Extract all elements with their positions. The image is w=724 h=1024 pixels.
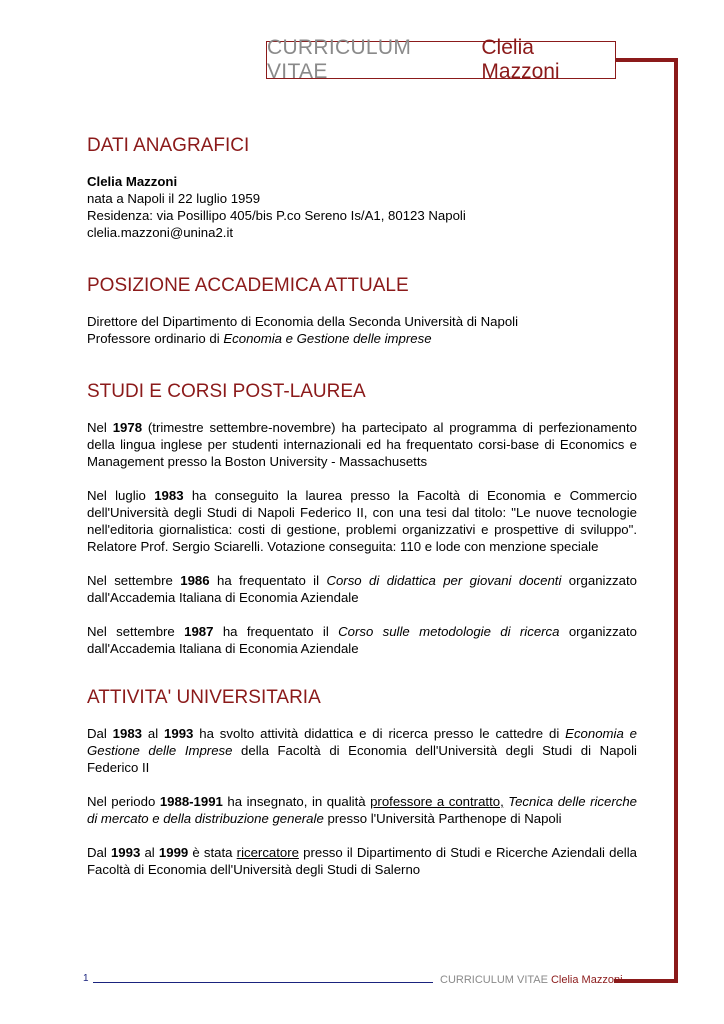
section-title: ATTIVITA' UNIVERSITARIA [87,687,321,708]
person-name: Clelia Mazzoni [87,174,178,189]
header-name: Clelia Mazzoni [481,36,560,83]
birth-info: nata a Napoli il 22 luglio 1959 [87,191,261,206]
attivita-paragraph-2: Nel periodo 1988-1991 ha insegnato, in qualità professore a contratto, Tecnica delle ricerche di mercato e della distribuzione generale presso l'Università Parthenope di Napoli [87,794,637,826]
studi-paragraph-1: Nel 1978 (trimestre settembre-novembre) ha partecipato al programma di perfezionamento della lingua inglese per studenti internazionali ed ha frequentato corsi-base di Economics e Management presso la Boston University - Massachusetts [87,420,637,469]
studi-paragraph-4: Nel settembre 1987 ha frequentato il Corso sulle metodologie di ricerca organizzato dall'Accademia Italiana di Economia Aziendale [87,624,637,656]
section-title: STUDI E CORSI POST-LAUREA [87,381,366,402]
footer-cv-label: CURRICULUM VITAE [440,974,548,986]
footer-rule [93,982,433,983]
attivita-paragraph-1: Dal 1983 al 1993 ha svolto attività didattica e di ricerca presso le cattedre di Economia e Gestione delle Imprese della Facoltà di Economia dell'Università degli Studi di Napoli Federico II [87,726,638,775]
studi-paragraph-2: Nel luglio 1983 ha conseguito la laurea presso la Facoltà di Economia e Commercio dell'Università degli Studi di Napoli Federico II, con una tesi dal titolo: "Le nuove tecnologie nell'editoria giornalistica: costi di gestione, problemi organizzativi e prospettive di sviluppo". Relatore Prof. Sergio Sciarelli. Votazione conseguita: 110 e lode con menzione speciale [87,488,637,554]
page-number: 1 [83,973,89,984]
header-cv-label: CURRICULUM VITAE [267,36,412,83]
section-posizione [87,273,637,347]
decorative-rule-top [615,58,678,62]
email-link[interactable]: clelia.mazzoni@unina2.it [87,225,234,240]
document-body [87,133,637,902]
decorative-rule-right [674,58,678,983]
position-line-1: Direttore del Dipartimento di Economia della Seconda Università di Napoli [87,314,519,329]
header-banner [266,36,616,83]
section-title: POSIZIONE ACCADEMICA ATTUALE [87,275,409,296]
position-line-2: Professore ordinario di Economia e Gestione delle imprese [87,331,432,346]
decorative-rule-bottom [614,979,678,983]
attivita-paragraph-3: Dal 1993 al 1999 è stata ricercatore presso il Dipartimento di Studi e Ricerche Aziendali della Facoltà di Economia dell'Università degli Studi di Salerno [87,845,637,877]
section-attivita [87,685,637,878]
section-title: DATI ANAGRAFICI [87,135,250,156]
section-anagrafici [87,133,637,241]
residence-info: Residenza: via Posillipo 405/bis P.co Sereno Is/A1, 80123 Napoli [87,208,466,223]
footer-label [440,974,623,986]
section-studi [87,379,637,657]
studi-paragraph-3: Nel settembre 1986 ha frequentato il Corso di didattica per giovani docenti organizzato dall'Accademia Italiana di Economia Aziendale [87,573,637,605]
footer-name: Clelia Mazzoni [550,974,623,986]
